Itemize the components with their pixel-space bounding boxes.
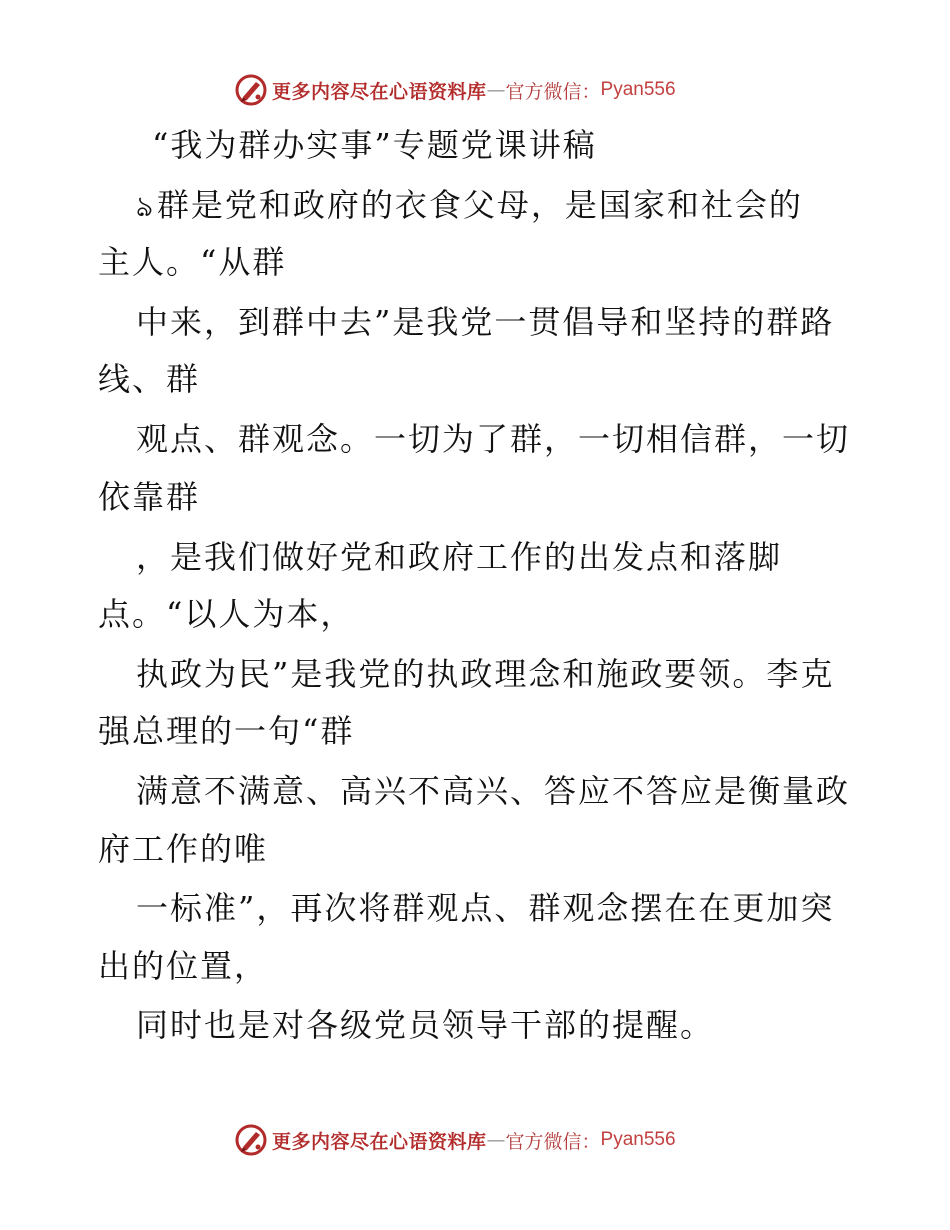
body-line: 出的位置， — [98, 947, 269, 985]
ornament-icon: ঌ — [136, 190, 155, 223]
body-line: 执政为民”是我党的执政理念和施政要领。李克 — [136, 655, 835, 693]
body-line: ，是我们做好党和政府工作的出发点和落脚 — [136, 538, 783, 576]
banner-text: 更多内容尽在心语资料库 — [272, 80, 487, 103]
banner-wechat-id: Pyan556 — [600, 1129, 676, 1150]
body-line: 中来，到群中去”是我党一贯倡导和坚持的群路 — [136, 303, 835, 341]
body-line: 同时也是对各级党员领导干部的提醒。 — [136, 1006, 715, 1044]
body-line — [136, 185, 803, 227]
banner-wechat-label: 官方微信： — [505, 80, 601, 103]
body-line: 满意不满意、高兴不高兴、答应不答应是衡量政 — [136, 772, 851, 810]
banner-dash: — — [486, 79, 506, 101]
body-line: 依靠群 — [98, 478, 201, 516]
footer-banner — [234, 1120, 676, 1160]
banner-wechat-id: Pyan556 — [600, 79, 676, 100]
banner-wechat-label: 官方微信： — [505, 1130, 601, 1153]
body-line: 线、群 — [98, 360, 201, 398]
body-line: 一标准”，再次将群观点、群观念摆在在更加突 — [136, 889, 835, 927]
banner-text: 更多内容尽在心语资料库 — [272, 1130, 487, 1153]
body-line: 强总理的一句“群 — [98, 712, 355, 750]
document-title: “我为群办实事”专题党课讲稿 — [152, 126, 597, 164]
body-line: 主人。“从群 — [98, 243, 287, 281]
pen-logo-icon — [234, 1123, 268, 1157]
body-line-text: 群是党和政府的衣食父母，是国家和社会的 — [156, 186, 803, 224]
header-banner — [234, 70, 676, 110]
body-line: 府工作的唯 — [98, 830, 269, 868]
pen-logo-icon — [234, 73, 268, 107]
body-line: 点。“以人为本， — [98, 595, 355, 633]
banner-dash: — — [486, 1129, 506, 1151]
body-line: 观点、群观念。一切为了群，一切相信群，一切 — [136, 420, 851, 458]
